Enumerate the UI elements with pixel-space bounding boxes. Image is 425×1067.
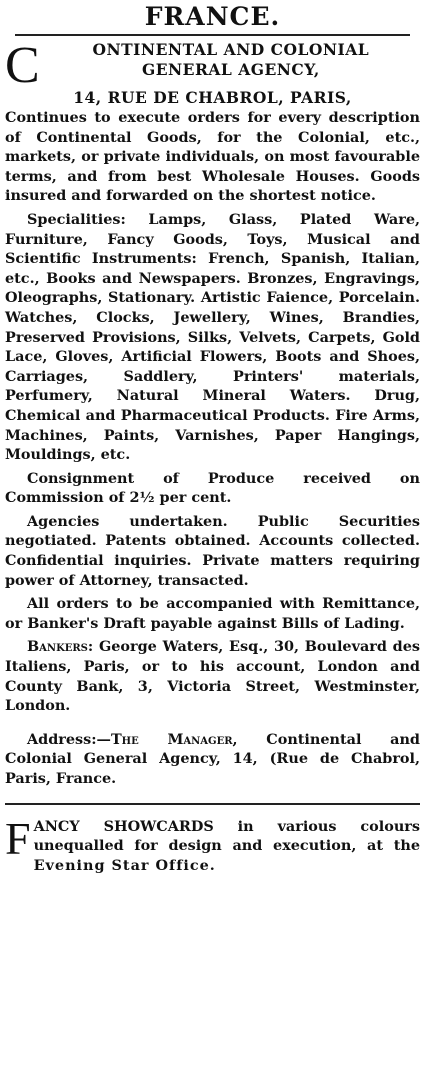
section-divider <box>5 803 420 805</box>
ad-paragraph-consignment: Consignment of Produce received on Commission of 2½ per cent. <box>5 469 420 507</box>
ad-title-line-1: ONTINENTAL AND COLONIAL <box>92 40 370 59</box>
showcards-advertisement <box>5 812 420 876</box>
bankers-text: George Waters, Esq., 30, Boulevard des Italiens, Paris, or to his account, London and County Bank, 3, Victoria Street, Westminster, London. <box>5 638 420 715</box>
evening-star-office: Evening Star Office. <box>33 856 216 874</box>
heading-rule <box>15 34 410 36</box>
ad-address-line: 14, RUE DE CHABROL, PARIS, <box>73 88 352 107</box>
section-heading: FRANCE. <box>144 2 281 31</box>
showcards-lead: ANCY SHOWCARDS <box>33 817 214 835</box>
address-label: Address:— <box>27 730 111 748</box>
ad-paragraph-services: Continues to execute orders for every description of Continental Goods, for the Colonial, etc., markets, or private individuals, on most favourable terms, and from best Wholesale Houses. Goods insured and forwarded on the shortest notice. <box>5 109 420 205</box>
showcards-paragraph <box>5 812 420 876</box>
bankers-label: Bankers: <box>27 638 94 656</box>
ad-title-line-2: GENERAL AGENCY, <box>141 60 320 79</box>
agency-advertisement <box>5 37 420 789</box>
ad-dropcap: C <box>5 37 40 94</box>
address-text: Continental and Colonial General Agency, 14, (Rue de Chabrol, Paris, France. <box>5 730 420 787</box>
ad-paragraph-specialities: Specialities: Lamps, Glass, Plated Ware, Furniture, Fancy Goods, Toys, Musical and Scientific Instruments: French, Spanish, Italian, etc., Books and Newspapers. Bronzes, Engravings, Oleographs, Stationary. Artistic Faience, Porcelain. Watches, Clocks, Jewellery, Wines, Brandies, Preserved Provisions, Silks, Velvets, Carpets, Gold Lace, Gloves, Artificial Flowers, Boots and Shoes, Carriages, Saddlery, Printers' materials, Perfumery, Natural Mineral Waters. Drug, Chemical and Pharmaceutical Products. Fire Arms, Machines, Paints, Varnishes, Paper Hangings, Mouldings, etc. <box>5 210 420 464</box>
showcards-dropcap: F <box>5 812 31 864</box>
ad-title <box>5 37 420 94</box>
ad-paragraph-orders: All orders to be accompanied with Remittance, or Banker's Draft payable against Bills of Lading. <box>5 595 420 632</box>
showcards-text: in various colours unequalled for design and execution, at the <box>33 817 420 855</box>
ad-paragraph-address <box>5 730 420 789</box>
ad-paragraph-agencies: Agencies undertaken. Public Securities negotiated. Patents obtained. Accounts collected. Confidential inquiries. Private matters requiring power of Attorney, transacted. <box>5 512 420 589</box>
ad-paragraph-bankers <box>5 637 420 715</box>
address-manager: The Manager, <box>110 730 238 748</box>
